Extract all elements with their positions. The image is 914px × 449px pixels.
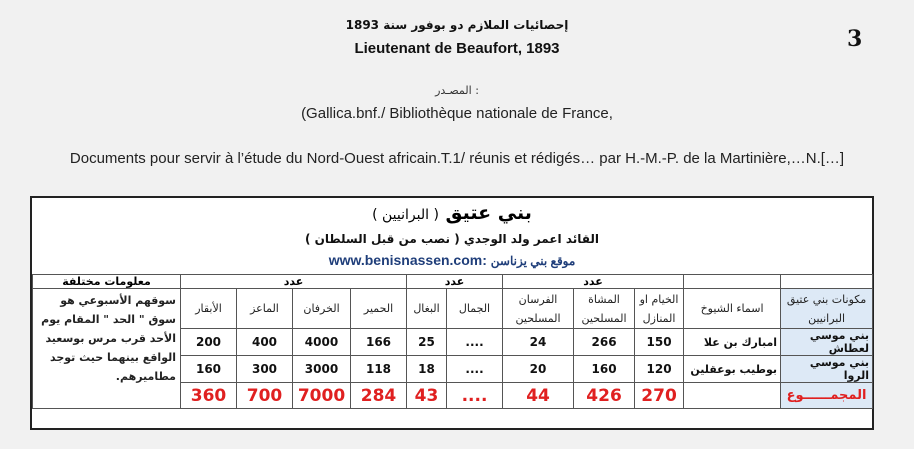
- col-tents: الخيام او المنازل: [635, 289, 684, 329]
- cell-donkeys: 166: [351, 329, 407, 356]
- page-number: 3: [847, 26, 863, 52]
- header-count-animals: عدد: [181, 275, 407, 289]
- col-components: مكونات بني عتيق البرانيين: [781, 289, 873, 329]
- total-tents: 270: [635, 383, 684, 409]
- tribe-title: [32, 202, 872, 224]
- cell-camels: ....: [447, 356, 503, 383]
- cell-goats: 400: [237, 329, 293, 356]
- caid-line: القائد اعمر ولد الوجدي ( نصب من قبل السلطان ): [304, 232, 600, 246]
- statistics-table-box: [30, 196, 874, 430]
- statistics-table: [32, 274, 873, 409]
- cell-mules: 18: [407, 356, 447, 383]
- col-cattle: الأبقار: [181, 289, 237, 329]
- cell-component: بني موسي الروا: [781, 356, 873, 383]
- table-title-area: [32, 198, 872, 274]
- total-cattle: 360: [181, 383, 237, 409]
- total-sheep: 7000: [293, 383, 351, 409]
- cell-tents: 120: [635, 356, 684, 383]
- cell-camels: ....: [447, 329, 503, 356]
- cell-sheikh: امبارك بن علا: [684, 329, 781, 356]
- cell-sheep: 4000: [293, 329, 351, 356]
- totals-label: المجمــــــوع: [781, 383, 873, 409]
- total-camels: ....: [447, 383, 503, 409]
- cell-component: بني موسي لعطاش: [781, 329, 873, 356]
- total-goats: 700: [237, 383, 293, 409]
- tribe-subname: ( البرانيين ): [372, 207, 439, 223]
- tribe-name: بني عتيق: [445, 202, 532, 224]
- col-infantry: المشاة المسلحين: [574, 289, 635, 329]
- total-horsemen: 44: [503, 383, 574, 409]
- cell-cattle: 200: [181, 329, 237, 356]
- total-infantry: 426: [574, 383, 635, 409]
- website-line: [32, 252, 872, 268]
- col-horsemen: الفرسان المسلحين: [503, 289, 574, 329]
- col-sheep: الخرفان: [293, 289, 351, 329]
- col-camels: الجمال: [447, 289, 503, 329]
- document-reference: Documents pour servir à l’étude du Nord-Ouest africain.T.1/ réunis et rédigés… par H.-M.-P. de la Martinière,…N.[…]: [69, 150, 845, 167]
- cell-horsemen: 24: [503, 329, 574, 356]
- website-label: موقع بني يزناسن: [490, 254, 576, 268]
- website-link[interactable]: www.benisnassen.com:: [328, 252, 487, 268]
- total-donkeys: 284: [351, 383, 407, 409]
- group-header-row: [33, 275, 873, 289]
- header-misc: معلومات مختلفة: [33, 275, 181, 289]
- cell-horsemen: 20: [503, 356, 574, 383]
- cell-donkeys: 118: [351, 356, 407, 383]
- cell-sheep: 3000: [293, 356, 351, 383]
- source-label: المصـدر :: [435, 84, 479, 97]
- cell-sheikh: بوطيب بوعقلين: [684, 356, 781, 383]
- cell-infantry: 160: [574, 356, 635, 383]
- header-count-mounts: عدد: [407, 275, 503, 289]
- notes-cell: سوقهم الأسبوعي هو سوق " الحد " المقام يوم الأحد قرب مرس بوسعيد الواقع بينهما حيث توجد مطاميرهم.: [33, 289, 181, 409]
- col-goats: الماعز: [237, 289, 293, 329]
- arabic-title: إحصائيات الملازم دو بوفور سنة 1893: [345, 18, 569, 32]
- source-line: (Gallica.bnf./ Bibliothèque nationale de France,: [301, 105, 613, 122]
- col-sheikhs: اسماء الشيوخ: [684, 289, 781, 329]
- cell-tents: 150: [635, 329, 684, 356]
- total-mules: 43: [407, 383, 447, 409]
- cell-cattle: 160: [181, 356, 237, 383]
- english-title: Lieutenant de Beaufort, 1893: [354, 40, 560, 57]
- cell-goats: 300: [237, 356, 293, 383]
- cell-infantry: 266: [574, 329, 635, 356]
- col-donkeys: الحمير: [351, 289, 407, 329]
- column-header-row: [33, 289, 873, 329]
- cell-mules: 25: [407, 329, 447, 356]
- col-mules: البغال: [407, 289, 447, 329]
- header-count-people: عدد: [503, 275, 684, 289]
